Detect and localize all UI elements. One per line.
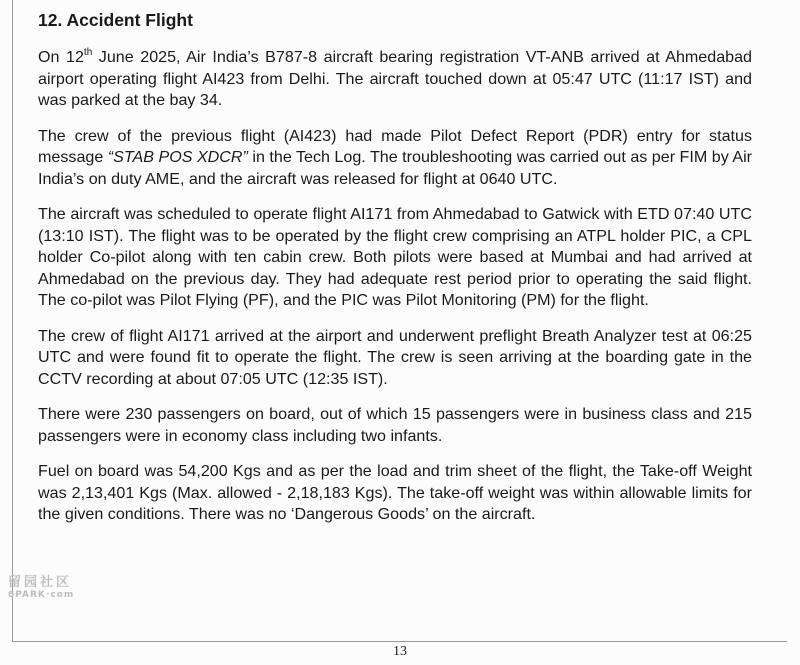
watermark-site: 6PARK·com <box>8 590 75 600</box>
page-number: 13 <box>393 644 407 659</box>
paragraph-defect-report <box>38 126 752 191</box>
page-left-border <box>12 0 13 642</box>
paragraph-passengers: There were 230 passengers on board, out of which 15 passengers were in business class and 215 passengers were in economy class including two infants. <box>38 405 752 445</box>
paragraph-breath-test: The crew of flight AI171 arrived at the airport and underwent preflight Breath Analyzer test at 06:25 UTC and were found fit to operate the flight. The crew is seen arriving at the boarding gate in the CCTV recording at about 07:05 UTC (12:35 IST). <box>38 326 752 388</box>
date-ordinal-suffix: th <box>83 47 93 58</box>
status-message: “STAB POS XDCR” <box>107 148 248 166</box>
section-heading: 12. Accident Flight <box>38 10 193 30</box>
page-bottom-border <box>12 641 787 642</box>
paragraph-arrival <box>38 47 752 112</box>
paragraph-defect-report-after: in the Tech Log. The troubleshooting was carried out as per FIM by Air India’s on duty AME, and the aircraft was released for flight at 0640 UTC. <box>38 148 752 188</box>
site-watermark <box>8 575 88 601</box>
paragraph-flight-crew: The aircraft was scheduled to operate flight AI171 from Ahmedabad to Gatwick with ETD 07:40 UTC (13:10 IST). The flight was to be operated by the flight crew comprising an ATPL holder PIC, a CPL holder Co-pilot along with ten cabin crew. Both pilots were based at Mumbai and had arrived at Ahmedabad on the previous day. They had adequate rest period prior to operating the said flight. The co-pilot was Pilot Flying (PF), and the PIC was Pilot Monitoring (PM) for the flight. <box>38 205 752 309</box>
page-content <box>38 8 752 540</box>
paragraph-defect-report-before: The crew of the previous flight (AI423) had made Pilot Defect Report (PDR) entry for status message <box>38 126 752 166</box>
paragraph-fuel-weight: Fuel on board was 54,200 Kgs and as per the load and trim sheet of the flight, the Take-off Weight was 2,13,401 Kgs (Max. allowed - 2,18,183 Kgs). The take-off weight was within allowable limits for the given conditions. There was no ‘Dangerous Goods’ on the aircraft. <box>38 462 752 523</box>
paragraph-arrival-day: On 12 <box>38 48 84 66</box>
watermark-chars: 留园社区 <box>8 575 73 590</box>
paragraph-arrival-text: June 2025, Air India’s B787-8 aircraft bearing registration VT-ANB arrived at Ahmedabad airport operating flight AI423 from Delhi. The aircraft touched down at 05:47 UTC (11:17 IST) and was parked at the bay 34. <box>38 48 752 109</box>
